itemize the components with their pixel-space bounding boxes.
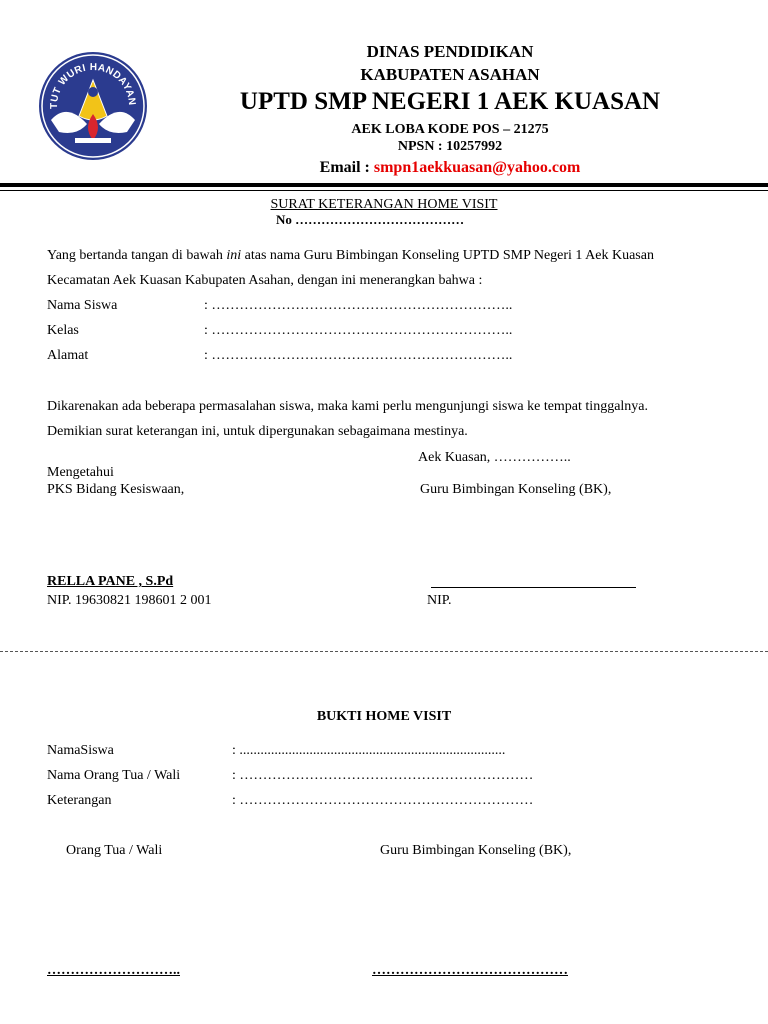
- right-signature-line: [431, 587, 636, 588]
- right-signatory-role: Guru Bimbingan Konseling (BK),: [420, 482, 612, 497]
- acknowledged-label: Mengetahui: [47, 465, 114, 480]
- field-value-class: : ………………………………………………………..: [204, 323, 513, 338]
- left-signatory-role: PKS Bidang Kesiswaan,: [47, 482, 185, 497]
- proof-value-parent-name: : ………………………………………………………: [232, 768, 534, 783]
- intro-suffix: atas nama Guru Bimbingan Konseling UPTD SMP Negeri 1 Aek Kuasan: [241, 248, 654, 263]
- header-school-name: UPTD SMP NEGERI 1 AEK KUASAN: [239, 88, 661, 115]
- email-label: Email :: [319, 159, 370, 176]
- letterhead-divider-thin: [0, 190, 768, 191]
- proof-counselor-role: Guru Bimbingan Konseling (BK),: [380, 843, 572, 858]
- header-npsn: NPSN : 10257992: [397, 139, 503, 154]
- logo-motto-text: TUT WURI HANDAYAN: [48, 61, 138, 110]
- email-address[interactable]: smpn1aekkuasan@yahoo.com: [373, 159, 581, 176]
- field-label-class: Kelas: [47, 323, 79, 338]
- proof-value-notes: : ………………………………………………………: [232, 793, 534, 808]
- proof-counselor-signature-dots: ……………………………………: [372, 963, 568, 978]
- letter-number: No …………………………………: [276, 212, 465, 227]
- intro-prefix: Yang bertanda tangan di bawah: [47, 248, 227, 263]
- header-agency: DINAS PENDIDIKAN: [366, 42, 534, 61]
- right-signatory-nip: NIP.: [427, 593, 452, 608]
- proof-parent-role: Orang Tua / Wali: [66, 843, 163, 858]
- proof-parent-signature-dots: ………………………..: [47, 963, 180, 978]
- letterhead-divider-thick: [0, 183, 768, 187]
- letter-title: SURAT KETERANGAN HOME VISIT: [270, 197, 498, 212]
- header-regency: KABUPATEN ASAHAN: [360, 65, 540, 84]
- proof-title: BUKTI HOME VISIT: [316, 709, 452, 724]
- left-signatory-name: RELLA PANE , S.Pd: [47, 574, 174, 589]
- field-label-student-name: Nama Siswa: [47, 298, 118, 313]
- proof-label-student-name: NamaSiswa: [47, 743, 114, 758]
- cut-here-divider: [0, 651, 768, 652]
- place-date: Aek Kuasan, ……………..: [418, 450, 571, 465]
- proof-label-notes: Keterangan: [47, 793, 112, 808]
- proof-value-student-name: : ............................................................................: [232, 743, 506, 758]
- header-email-line: [0, 159, 768, 177]
- intro-italic: ini: [226, 248, 242, 263]
- letter-intro-line1: [47, 248, 654, 264]
- field-value-address: : ………………………………………………………..: [204, 348, 513, 363]
- proof-label-parent-name: Nama Orang Tua / Wali: [47, 768, 181, 783]
- letter-reason-paragraph: Dikarenakan ada beberapa permasalahan siswa, maka kami perlu mengunjungi siswa ke tempat tinggalnya.: [47, 399, 649, 414]
- letter-intro-line2: Kecamatan Aek Kuasan Kabupaten Asahan, dengan ini menerangkan bahwa :: [47, 273, 483, 288]
- header-address: AEK LOBA KODE POS – 21275: [351, 122, 549, 137]
- field-value-student-name: : ………………………………………………………..: [204, 298, 513, 313]
- left-signatory-nip: NIP. 19630821 198601 2 001: [47, 593, 212, 608]
- letter-closing-paragraph: Demikian surat keterangan ini, untuk dipergunakan sebagaimana mestinya.: [47, 424, 468, 439]
- field-label-address: Alamat: [47, 348, 89, 363]
